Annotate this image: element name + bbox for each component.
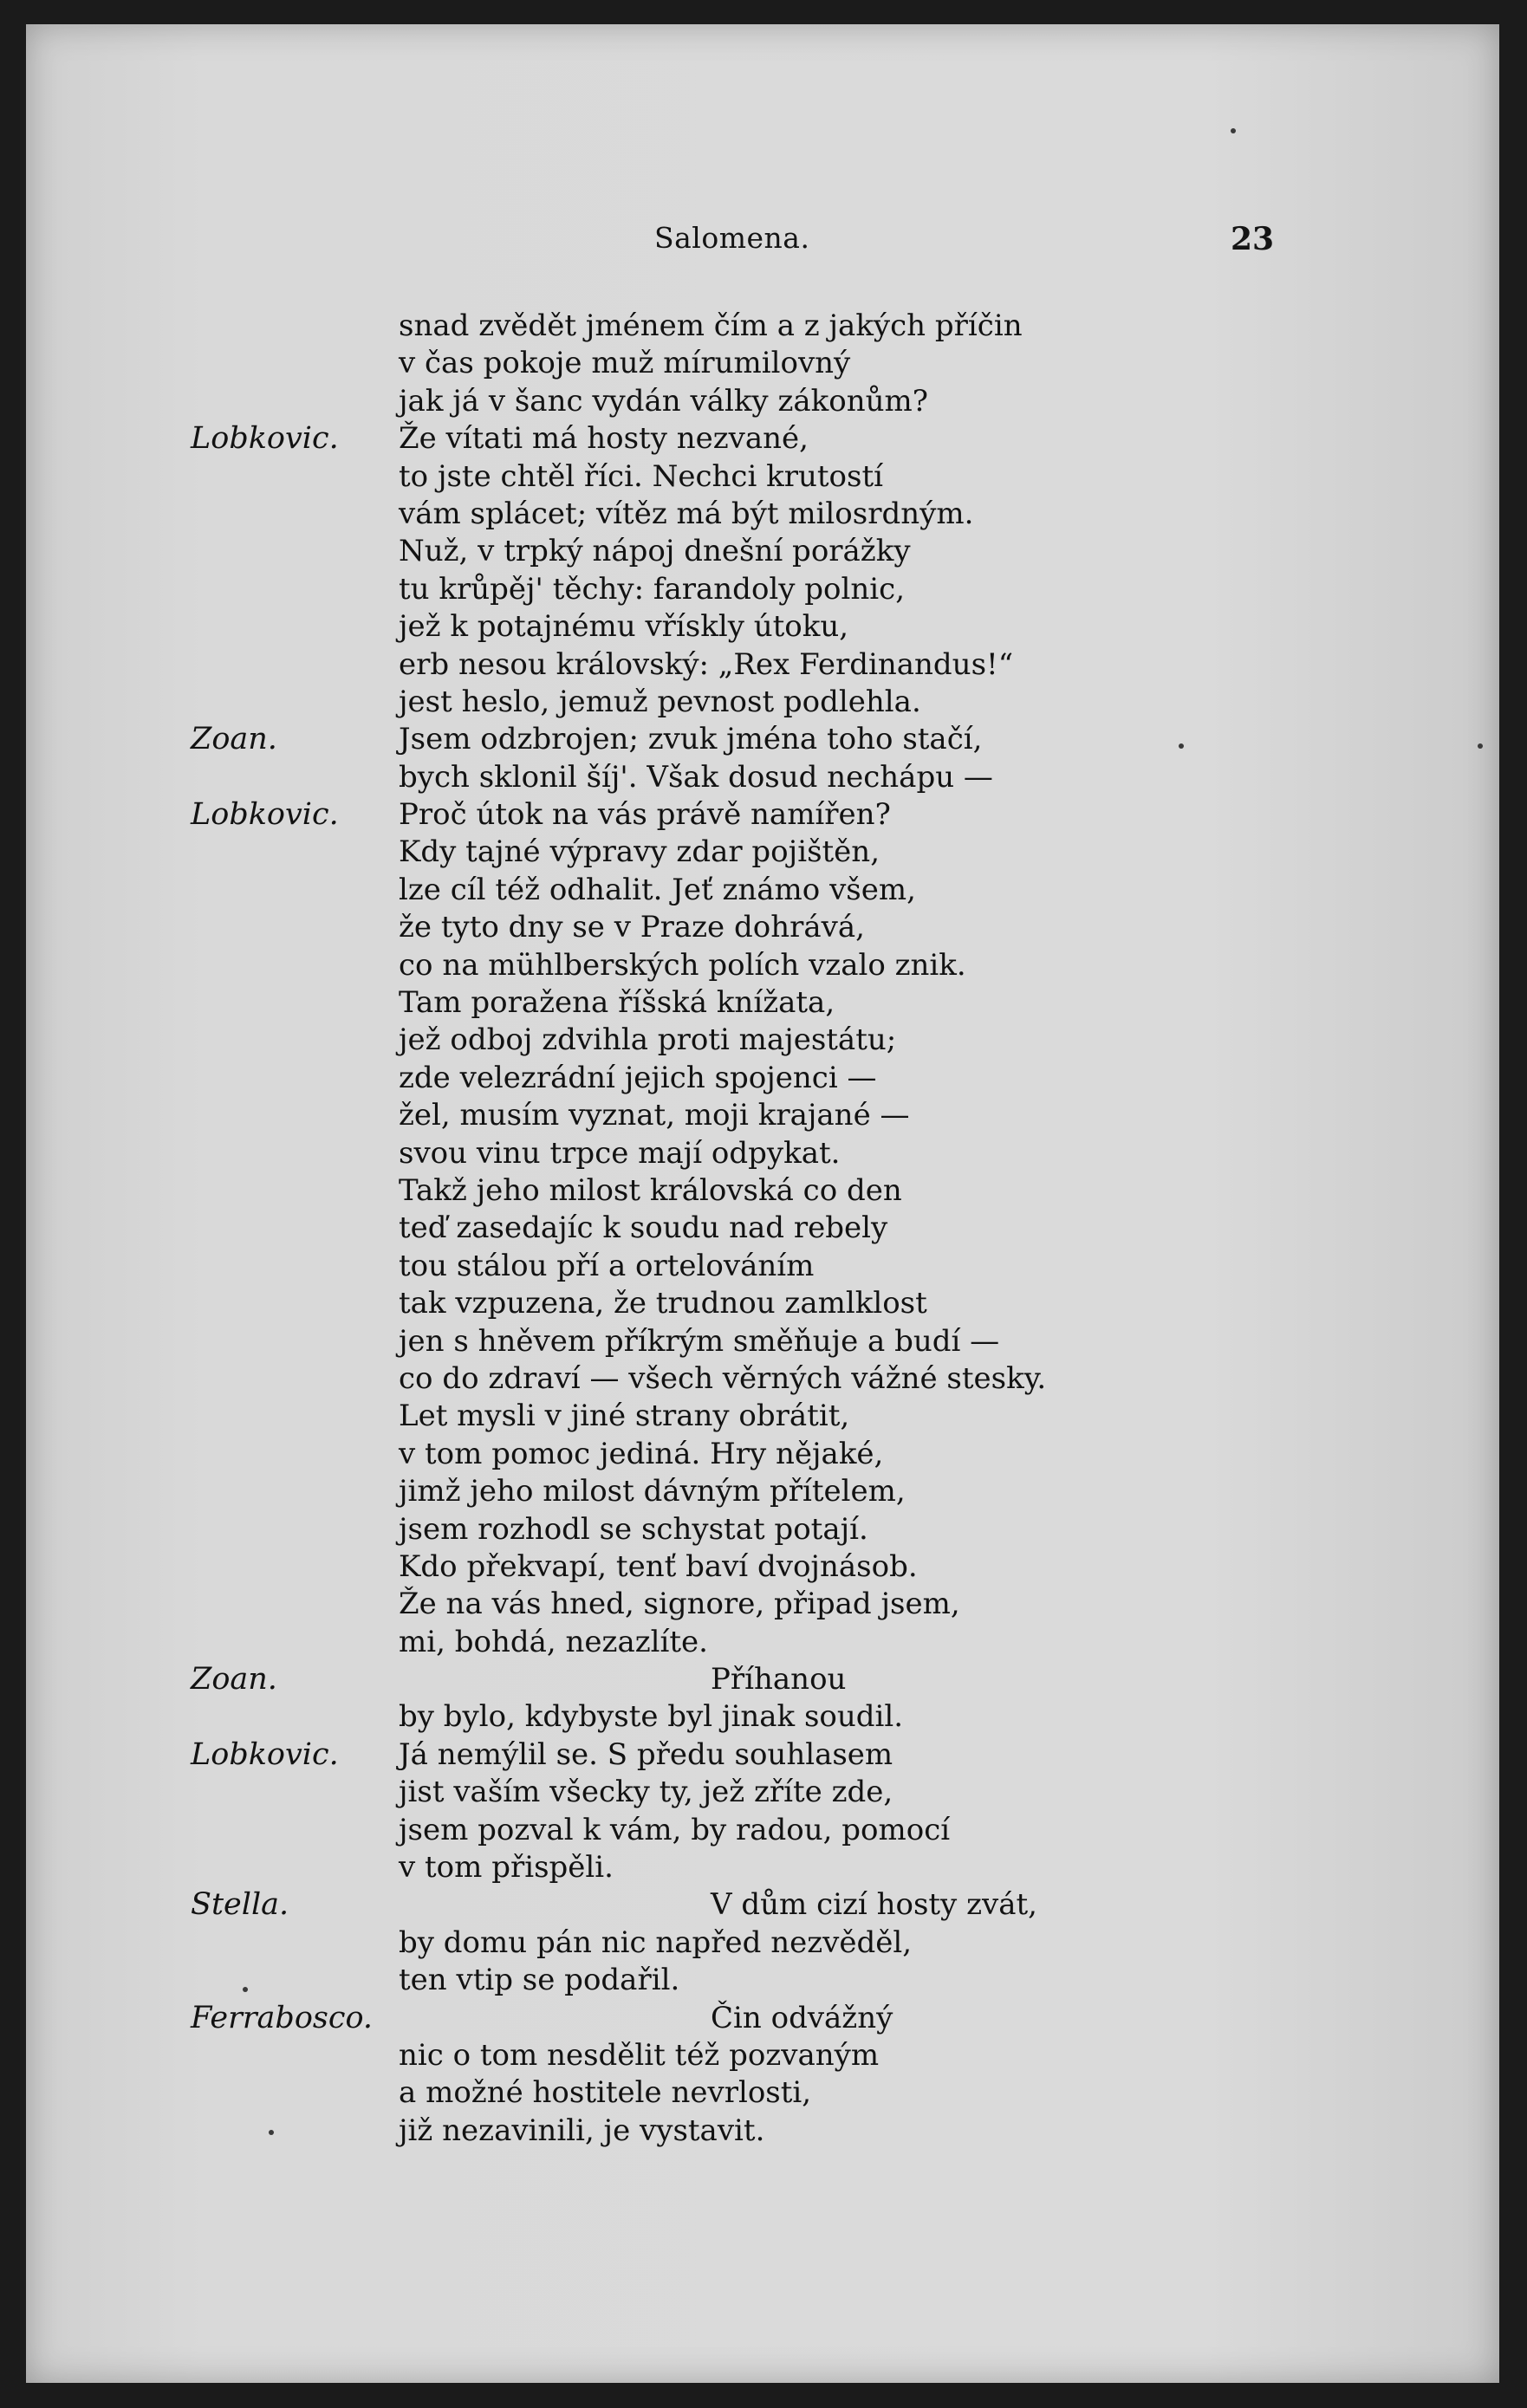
verse-line	[191, 721, 1187, 758]
verse-line	[191, 1698, 1187, 1736]
verse-line	[191, 1511, 1187, 1548]
speaker-name: Lobkovic.	[191, 797, 339, 833]
verse-line	[191, 1172, 1187, 1210]
verse-text: bych sklonil šíj'. Však dosud nechápu —	[399, 759, 993, 795]
verse-text: Takž jeho milost královská co den	[399, 1172, 902, 1208]
verse-line	[191, 1548, 1187, 1586]
speaker-name: Ferrabosco.	[191, 2000, 374, 2035]
page-number: 23	[1231, 221, 1275, 257]
verse-text: Příhanou	[711, 1662, 847, 1697]
verse-text: snad zvědět jménem čím a z jakých příčin	[399, 308, 1023, 343]
verse-text: Tam poražena říšská knížata,	[399, 985, 835, 1021]
verse-text: erb nesou královský: „Rex Ferdinandus!“	[399, 646, 1014, 682]
verse-text: vám splácet; vítěz má být milosrdným.	[399, 496, 974, 531]
verse-text: tou stálou pří a ortelováním	[399, 1248, 815, 1283]
speaker-name: Stella.	[191, 1887, 289, 1923]
verse-text: Jsem odzbrojen; zvuk jména toho stačí,	[399, 722, 983, 757]
verse-line	[191, 1774, 1187, 1811]
verse-line	[191, 1135, 1187, 1172]
page-header	[26, 221, 1499, 264]
verse-line	[191, 2037, 1187, 2074]
verse-line	[191, 1285, 1187, 1322]
verse-text: by bylo, kdybyste byl jinak soudil.	[399, 1699, 904, 1735]
verse-text: mi, bohdá, nezazlíte.	[399, 1624, 708, 1659]
verse-line	[191, 1398, 1187, 1435]
verse-text: ten vtip se podařil.	[399, 1963, 680, 1998]
verse-text: Že na vás hned, signore, připad jsem,	[399, 1587, 960, 1622]
verse-text: Proč útok na vás právě namířen?	[399, 797, 891, 833]
verse-text: svou vinu trpce mají odpykat.	[399, 1135, 841, 1171]
verse-line	[191, 345, 1187, 382]
verse-line	[191, 872, 1187, 909]
verse-text: jsem rozhodl se schystat potají.	[399, 1511, 868, 1547]
verse-line	[191, 458, 1187, 496]
verse-line	[191, 383, 1187, 420]
drama-text	[191, 308, 1187, 2150]
verse-line	[191, 684, 1187, 721]
verse-line	[191, 1736, 1187, 1774]
verse-line	[191, 834, 1187, 871]
verse-line	[191, 1210, 1187, 1247]
verse-line	[191, 1924, 1187, 1962]
verse-text: a možné hostitele nevrlosti,	[399, 2075, 812, 2111]
verse-line	[191, 909, 1187, 946]
verse-text: v tom pomoc jediná. Hry nějaké,	[399, 1436, 884, 1471]
paper-speck	[1231, 128, 1236, 133]
verse-text: nic o tom nesdělit též pozvaným	[399, 2037, 880, 2073]
verse-text: V dům cizí hosty zvát,	[711, 1887, 1037, 1923]
verse-text: jest heslo, jemuž pevnost podlehla.	[399, 684, 921, 719]
verse-line	[191, 1886, 1187, 1924]
verse-text: Já nemýlil se. S předu souhlasem	[399, 1736, 893, 1772]
verse-line	[191, 1248, 1187, 1285]
verse-text: v tom přispěli.	[399, 1850, 614, 1886]
verse-text: jež odboj zdvihla proti majestátu;	[399, 1022, 897, 1058]
verse-text: jsem pozval k vám, by radou, pomocí	[399, 1812, 951, 1847]
speaker-name: Zoan.	[191, 722, 277, 757]
verse-text: co do zdraví — všech věrných vážné stesky.	[399, 1360, 1047, 1396]
verse-text: v čas pokoje muž mírumilovný	[399, 346, 851, 381]
verse-text: jist vaším všecky ty, jež zříte zde,	[399, 1775, 893, 1810]
verse-text: jak já v šanc vydán války zákonům?	[399, 383, 928, 419]
verse-text: Že vítati má hosty nezvané,	[399, 421, 809, 457]
verse-line	[191, 1097, 1187, 1134]
verse-line	[191, 1661, 1187, 1698]
verse-text: Nuž, v trpký nápoj dnešní porážky	[399, 534, 911, 569]
verse-text: jen s hněvem příkrým směňuje a budí —	[399, 1323, 1000, 1359]
verse-text: lze cíl též odhalit. Jeť známo všem,	[399, 872, 916, 907]
verse-line	[191, 533, 1187, 570]
paper-speck	[1478, 743, 1483, 749]
verse-text: jimž jeho milost dávným přítelem,	[399, 1474, 906, 1509]
verse-line	[191, 1022, 1187, 1059]
verse-text: tak vzpuzena, že trudnou zamlklost	[399, 1286, 927, 1321]
verse-line	[191, 571, 1187, 608]
running-title: Salomena.	[654, 221, 810, 255]
verse-line	[191, 1624, 1187, 1661]
verse-line	[191, 796, 1187, 834]
verse-line	[191, 984, 1187, 1022]
verse-text: žel, musím vyznat, moji krajané —	[399, 1098, 910, 1133]
verse-text: teď zasedajíc k soudu nad rebely	[399, 1210, 888, 1246]
verse-text: to jste chtěl říci. Nechci krutostí	[399, 458, 883, 494]
verse-line	[191, 608, 1187, 646]
speaker-name: Zoan.	[191, 1662, 277, 1697]
verse-text: zde velezrádní jejich spojenci —	[399, 1060, 877, 1095]
verse-line	[191, 1849, 1187, 1886]
verse-text: Kdo překvapí, tenť baví dvojnásob.	[399, 1548, 918, 1584]
verse-line	[191, 2074, 1187, 2112]
verse-line	[191, 1962, 1187, 1999]
verse-line	[191, 2113, 1187, 2150]
verse-text: již nezavinili, je vystavit.	[399, 2113, 765, 2148]
speaker-name: Lobkovic.	[191, 1736, 339, 1772]
verse-line	[191, 496, 1187, 533]
verse-text: co na mühlberských polích vzalo znik.	[399, 947, 966, 983]
verse-line	[191, 1586, 1187, 1623]
verse-line	[191, 1360, 1187, 1398]
verse-text: Kdy tajné výpravy zdar pojištěn,	[399, 834, 880, 870]
verse-line	[191, 947, 1187, 984]
verse-text: Čin odvážný	[711, 2000, 893, 2035]
verse-line	[191, 1473, 1187, 1510]
verse-line	[191, 1060, 1187, 1097]
verse-line	[191, 1323, 1187, 1360]
verse-text: jež k potajnému vřískly útoku,	[399, 609, 849, 645]
verse-line	[191, 646, 1187, 684]
speaker-name: Lobkovic.	[191, 421, 339, 457]
verse-text: Let mysli v jiné strany obrátit,	[399, 1399, 850, 1434]
verse-text: že tyto dny se v Praze dohrává,	[399, 910, 865, 945]
verse-text: tu krůpěj' těchy: farandoly polnic,	[399, 571, 906, 607]
verse-line	[191, 1436, 1187, 1473]
verse-text: by domu pán nic napřed nezvěděl,	[399, 1924, 913, 1960]
verse-line	[191, 759, 1187, 796]
verse-line	[191, 308, 1187, 345]
verse-line	[191, 1812, 1187, 1849]
verse-line	[191, 420, 1187, 458]
verse-line	[191, 2000, 1187, 2037]
